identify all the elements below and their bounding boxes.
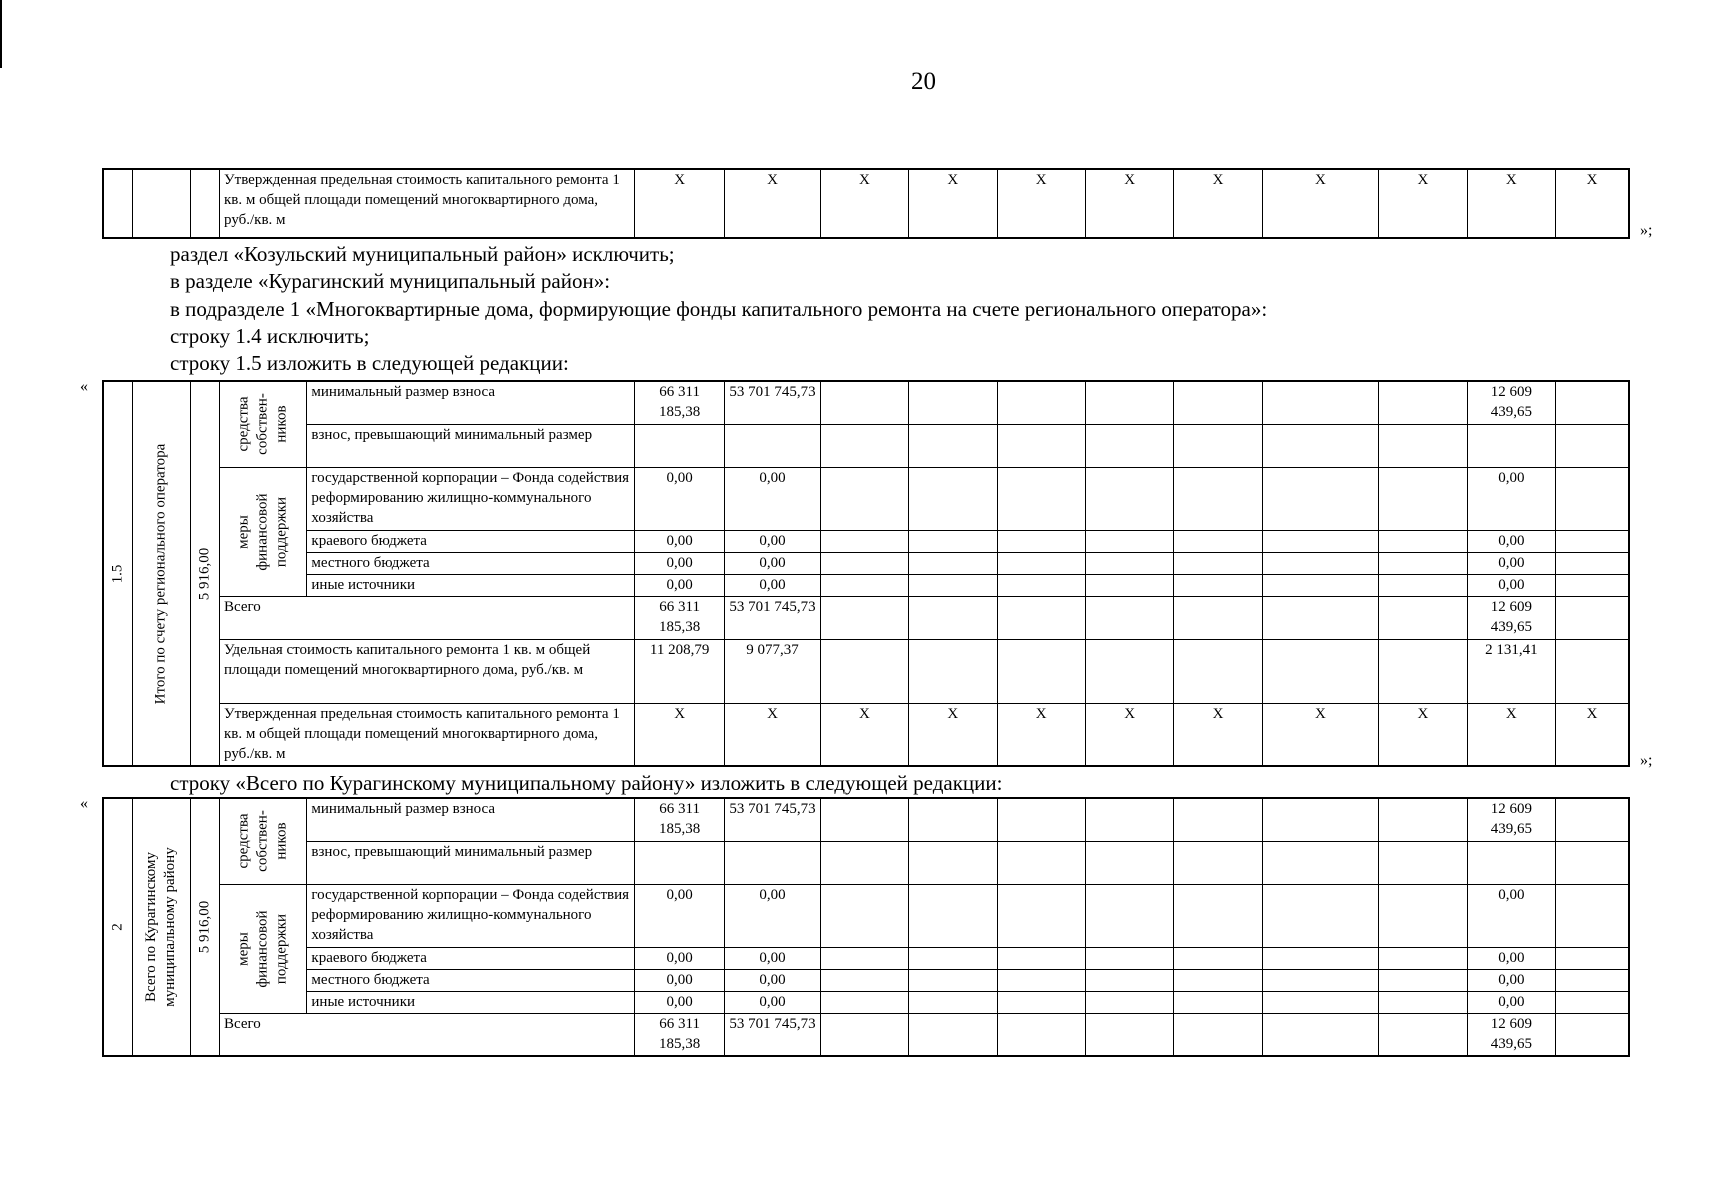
value-cell: 11 208,79 bbox=[634, 640, 724, 704]
value-cell: 12 609 439,65 bbox=[1467, 1013, 1555, 1056]
x-mark: X bbox=[634, 169, 724, 238]
value-cell: 0,00 bbox=[634, 530, 724, 552]
x-mark: X bbox=[1556, 704, 1629, 766]
x-mark: X bbox=[1085, 704, 1173, 766]
value-cell: 0,00 bbox=[634, 969, 724, 991]
value-cell: 0,00 bbox=[1467, 530, 1555, 552]
page-number: 20 bbox=[911, 68, 936, 95]
x-mark: X bbox=[725, 704, 820, 766]
value-cell: 0,00 bbox=[1467, 947, 1555, 969]
row-number: 2 bbox=[103, 798, 132, 1056]
value-cell: 0,00 bbox=[1467, 884, 1555, 947]
paragraph-6: строку «Всего по Курагинскому муниципальному району» изложить в следующей редакции: bbox=[170, 771, 1003, 795]
value-cell: 12 609 439,65 bbox=[1467, 798, 1555, 841]
x-mark: X bbox=[1467, 704, 1555, 766]
value-cell: 66 311 185,38 bbox=[634, 798, 724, 841]
scan-edge-mark bbox=[0, 0, 2, 68]
regional-budget-label: краевого бюджета bbox=[307, 947, 635, 969]
over-min-fee-label: взнос, превышающий минимальный размер bbox=[307, 424, 635, 467]
regional-budget-label: краевого бюджета bbox=[307, 530, 635, 552]
paragraph-5: строку 1.5 изложить в следующей редакции: bbox=[170, 351, 569, 375]
row-2-table bbox=[102, 797, 1630, 1057]
value-cell: 0,00 bbox=[1467, 991, 1555, 1013]
value-cell: 0,00 bbox=[634, 574, 724, 596]
x-mark: X bbox=[725, 169, 820, 238]
x-mark: X bbox=[1262, 704, 1379, 766]
value-cell: 66 311 185,38 bbox=[634, 1013, 724, 1056]
paragraph-4: строку 1.4 исключить; bbox=[170, 324, 370, 348]
paragraph-2: в разделе «Курагинский муниципальный район»: bbox=[170, 269, 611, 293]
value-cell: 0,00 bbox=[725, 552, 820, 574]
row-1-5-table bbox=[102, 380, 1630, 767]
owners-funds-label: средства собствен-ников bbox=[220, 798, 307, 884]
total-label: Всего bbox=[220, 597, 635, 640]
x-mark: X bbox=[1556, 169, 1629, 238]
value-cell: 0,00 bbox=[725, 884, 820, 947]
x-mark: X bbox=[820, 704, 908, 766]
x-mark: X bbox=[1174, 169, 1262, 238]
row-number: 1.5 bbox=[103, 381, 132, 766]
value-cell: 12 609 439,65 bbox=[1467, 597, 1555, 640]
top-table bbox=[102, 168, 1630, 239]
over-min-fee-label: взнос, превышающий минимальный размер bbox=[307, 841, 635, 884]
closing-quote: »; bbox=[1640, 752, 1653, 769]
x-mark: X bbox=[1379, 169, 1467, 238]
row-title: Всего по Курагинскому муниципальному району bbox=[132, 798, 190, 1056]
fund-corp-label: государственной корпорации – Фонда содействия реформированию жилищно-коммунального хозяйства bbox=[307, 467, 635, 530]
value-cell: 0,00 bbox=[725, 991, 820, 1013]
value-cell: 53 701 745,73 bbox=[725, 597, 820, 640]
value-cell: 0,00 bbox=[634, 884, 724, 947]
value-cell: 0,00 bbox=[1467, 467, 1555, 530]
value-cell: 53 701 745,73 bbox=[725, 381, 820, 424]
owners-funds-label: средства собствен-ников bbox=[220, 381, 307, 467]
value-cell: 2 131,41 bbox=[1467, 640, 1555, 704]
paragraph-3: в подразделе 1 «Многоквартирные дома, формирующие фонды капитального ремонта на счете регионального оператора»: bbox=[170, 297, 1268, 321]
x-mark: X bbox=[1379, 704, 1467, 766]
value-cell: 0,00 bbox=[1467, 574, 1555, 596]
value-cell: 0,00 bbox=[634, 467, 724, 530]
other-sources-label: иные источники bbox=[307, 991, 635, 1013]
value-cell: 0,00 bbox=[725, 467, 820, 530]
value-cell: 0,00 bbox=[1467, 552, 1555, 574]
closing-quote: »; bbox=[1640, 222, 1653, 239]
total-label: Всего bbox=[220, 1013, 635, 1056]
x-mark: X bbox=[1467, 169, 1555, 238]
opening-quote: « bbox=[80, 378, 88, 395]
other-sources-label: иные источники bbox=[307, 574, 635, 596]
opening-quote: « bbox=[80, 795, 88, 812]
value-cell: 0,00 bbox=[634, 991, 724, 1013]
blank-cell bbox=[132, 169, 190, 238]
unit-cost-label: Удельная стоимость капитального ремонта 1 кв. м общей площади помещений многоквартирного дома, руб./кв. м bbox=[220, 640, 635, 704]
blank-cell bbox=[103, 169, 132, 238]
value-cell: 53 701 745,73 bbox=[725, 798, 820, 841]
approved-cost-label: Утвержденная предельная стоимость капитального ремонта 1 кв. м общей площади помещений многоквартирного дома, руб./кв. м bbox=[220, 704, 635, 766]
x-mark: X bbox=[909, 704, 997, 766]
area-value: 5 916,00 bbox=[190, 381, 219, 766]
value-cell: 9 077,37 bbox=[725, 640, 820, 704]
x-mark: X bbox=[997, 704, 1085, 766]
value-cell: 66 311 185,38 bbox=[634, 381, 724, 424]
value-cell: 0,00 bbox=[725, 530, 820, 552]
row-title: Итого по счету регионального оператора bbox=[132, 381, 190, 766]
x-mark: X bbox=[1174, 704, 1262, 766]
support-measures-label: меры финансовой поддержки bbox=[220, 884, 307, 1013]
value-cell: 12 609 439,65 bbox=[1467, 381, 1555, 424]
blank-cell bbox=[190, 169, 219, 238]
min-fee-label: минимальный размер взноса bbox=[307, 381, 635, 424]
value-cell: 0,00 bbox=[634, 552, 724, 574]
x-mark: X bbox=[820, 169, 908, 238]
value-cell: 0,00 bbox=[1467, 969, 1555, 991]
value-cell: 0,00 bbox=[634, 947, 724, 969]
value-cell: 0,00 bbox=[725, 574, 820, 596]
min-fee-label: минимальный размер взноса bbox=[307, 798, 635, 841]
value-cell: 53 701 745,73 bbox=[725, 1013, 820, 1056]
value-cell: 0,00 bbox=[725, 969, 820, 991]
value-cell: 0,00 bbox=[725, 947, 820, 969]
x-mark: X bbox=[634, 704, 724, 766]
fund-corp-label: государственной корпорации – Фонда содействия реформированию жилищно-коммунального хозяйства bbox=[307, 884, 635, 947]
x-mark: X bbox=[1262, 169, 1379, 238]
x-mark: X bbox=[997, 169, 1085, 238]
support-measures-label: меры финансовой поддержки bbox=[220, 467, 307, 596]
approved-cost-label: Утвержденная предельная стоимость капитального ремонта 1 кв. м общей площади помещений многоквартирного дома, руб./кв. м bbox=[220, 169, 635, 238]
x-mark: X bbox=[1085, 169, 1173, 238]
paragraph-1: раздел «Козульский муниципальный район» исключить; bbox=[170, 242, 675, 266]
area-value: 5 916,00 bbox=[190, 798, 219, 1056]
value-cell: 66 311 185,38 bbox=[634, 597, 724, 640]
local-budget-label: местного бюджета bbox=[307, 969, 635, 991]
local-budget-label: местного бюджета bbox=[307, 552, 635, 574]
x-mark: X bbox=[909, 169, 997, 238]
